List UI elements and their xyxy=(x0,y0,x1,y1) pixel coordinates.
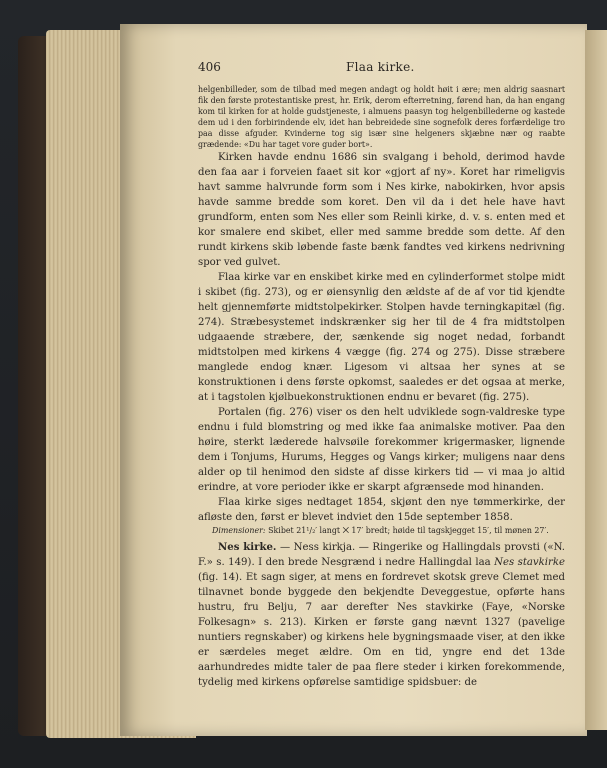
paragraph-4: Flaa kirke siges nedtaget 1854, skjønt den nye tømmerkirke, der afløste den, først er blevet indviet den 15de september 1858. xyxy=(198,497,565,523)
nes-text-1: — Ness kirkja. — Ringerike og Hallingdals provsti («N. F.» s. 149). I den brede Nesgrænd i nedre Hallingdal laa xyxy=(198,542,565,568)
nes-heading: Nes kirke. xyxy=(218,541,277,553)
paragraph-2: Flaa kirke var en enskibet kirke med en cylinderformet stolpe midt i skibet (fig. 273), og er øiensynlig den ældste af de af vor tid kjendte helt gjennemførte midtstolpekirker. Stolpen havde terningkapitæl (fig. 274). Stræbesystemet indskrænker sig her til de 4 fra midtstolpen udgaaende stræbere, der, sænkende sig noget nedad, forbandt midtstolpen med kirkens 4 vægge (fig. 274 og 275). Disse stræbere manglede endog knær. Ligesom vi altsaa her synes at se konstruktionen i dens første opkomst, saaledes er det ogsaa at merke, at i tagstolen kjølbuekonstruktionen endnu er bevaret (fig. 275). xyxy=(198,272,565,403)
page-number: 406 xyxy=(198,60,221,74)
paragraph-1: Kirken havde endnu 1686 sin svalgang i behold, derimod havde den faa aar i forveien faaet sit kor «gjort af ny». Koret har rimeligvis havt samme halvrunde form som i Nes kirke, nabokirken, hvor apsis havde samme bredde som koret. Den vil da i det hele have havt grundform, enten som Nes eller som Reinli kirke, d. v. s. enten med et kor smalere end skibet, eller med samme bredde som dette. Af den rundt kirkens skib løbende faste bænk fandtes ved kirkens nedrivning spor ved gulvet. xyxy=(198,152,565,268)
running-title: Flaa kirke. xyxy=(346,60,415,74)
running-header xyxy=(198,60,568,76)
paragraph-3: Portalen (fig. 276) viser os den helt udviklede sogn-valdreske type endnu i fuld blomstring og med ikke faa animalske motiver. Paa den høire, sterkt læderede halvsøile forekommer krigermasker, lignende dem i Tonjums, Hurums, Hegges og Vangs kirker; muligens naar dens alder op til henimod den sidste af disse kirkers tid — vi maa jo altid erindre, at vore perioder ikke er skarpt afgrænsede mod hinanden. xyxy=(198,407,565,493)
dimensions-text: Skibet 21¹/₂′ langt ⨉ 17′ bredt; høide til tagskjegget 15′, til mønen 27′. xyxy=(268,526,549,535)
footnote-paragraph: helgenbilleder, som de tilbad med megen andagt og holdt høit i ære; men aldrig saasnart fik den første protestantiske prest, hr. Erik, derom efterretning, førend han, da han engang kom til kirken for at holde gudstjeneste, i almuens paasyn tog helgenbillederne og kastede dem ud i den forbirindende elv, idet han bebreidede sine sognefolk deres forfærdelige tro paa disse afguder. Kvinderne tog sig især sine helgeners skjæbne nær og raabte grædende: «Du har taget vore guder bort». xyxy=(198,85,565,149)
page-body xyxy=(198,84,565,690)
nes-text-2: (fig. 14). Et sagn siger, at mens en fordrevet skotsk greve Clemet med tilnavnet bonde byggede den bekjendte Deveggestue, opførte hans hustru, fru Belju, 7 aar derefter Nes stavkirke (Faye, «Norske Folkesagn» s. 213). Kirken er første gang nævnt 1327 (pavelige nuntiers regnskaber) og kirkens hele bygningsmaade viser, at den ikke er særdeles meget ældre. Om en tid, yngre end det 13de aarhundredes midte taler de paa flere steder i kirken forekommende, tydelig med kirkens opførelse samtidige spidsbuer: de xyxy=(198,572,565,688)
dimensions-line xyxy=(198,525,565,536)
dimensions-label: Dimensioner: xyxy=(212,526,266,535)
nes-italic: Nes stavkirke xyxy=(494,557,565,568)
nes-paragraph xyxy=(198,540,565,690)
next-page-edge xyxy=(585,30,607,730)
